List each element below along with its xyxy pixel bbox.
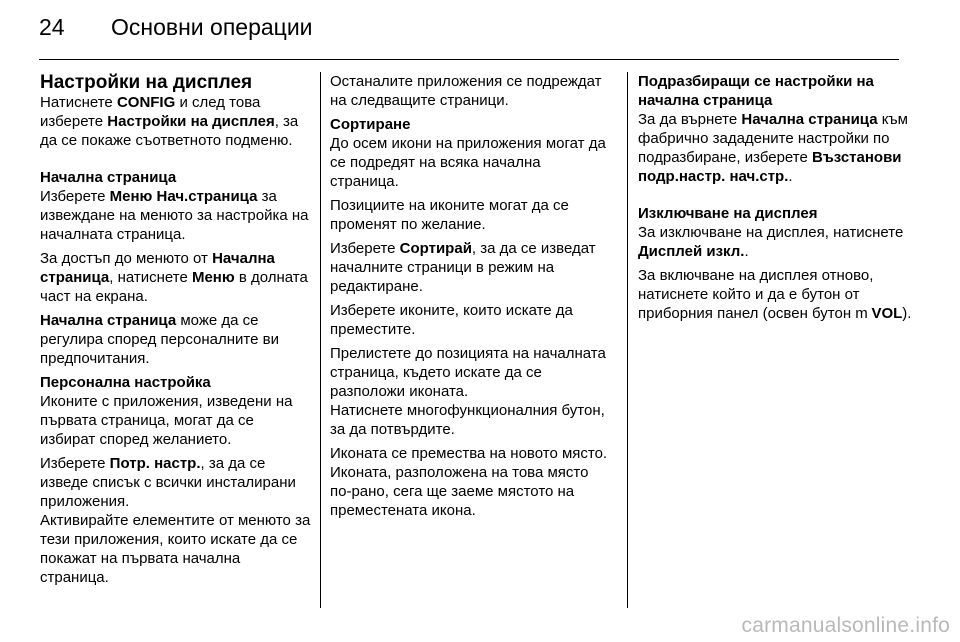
column-1 [40, 72, 312, 592]
subheading: Изключване на дисплея [638, 205, 818, 222]
paragraph: Прелистете до позицията на началната страница, където искате да се разположи иконата. [330, 345, 606, 400]
column-divider-1 [320, 72, 321, 608]
paragraph: Изберете Потр. настр., за да се изведе списък с всички инсталирани приложения. [40, 455, 296, 510]
paragraph: Изберете Сортирай, за да се изведат началните страници в режим на редактиране. [330, 240, 596, 295]
page-title: Основни операции [111, 14, 313, 40]
paragraph: Изберете Меню Нач.страница за извеждане на менюто за настройка на началната страница. [40, 188, 309, 243]
power-vol-icon: m [855, 305, 868, 322]
header-rule [39, 59, 899, 60]
paragraph: За изключване на дисплея, натиснете Дисплей изкл.. [638, 224, 904, 260]
watermark: carmanualsonline.info [741, 614, 950, 637]
paragraph: Активирайте елементите от менюто за тези приложения, които искате да се покажат на първата начална страница. [40, 512, 311, 586]
subheading: Персонална настройка [40, 374, 211, 391]
paragraph: За достъп до менюто от Начална страница, натиснете Меню в долната част на екрана. [40, 250, 308, 305]
paragraph: За включване на дисплея отново, натиснете който и да е бутон от приборния панел (освен бутон m VOL). [638, 267, 912, 322]
paragraph: Начална страница може да се регулира според персоналните ви предпочитания. [40, 312, 279, 367]
paragraph: Останалите приложения се подреждат на следващите страници. [330, 73, 602, 109]
section-heading: Настройки на дисплея [40, 72, 253, 93]
paragraph: Позициите на иконите могат да се променят по желание. [330, 197, 569, 233]
paragraph: Иконата се премества на новото място. Иконата, разположена на това място по-рано, сега ще заеме мястото на преместената икона. [330, 445, 608, 519]
page-number: 24 [39, 14, 65, 40]
subheading: Подразбиращи се настройки на начална страница [638, 73, 874, 109]
paragraph: Натиснете CONFIG и след това изберете Настройки на дисплея, за да се покаже съответното подменю. [40, 94, 299, 149]
subheading: Начална страница [40, 169, 177, 186]
page-header [39, 14, 313, 41]
paragraph: До осем икони на приложения могат да се подредят на всяка начална страница. [330, 135, 606, 190]
paragraph: Натиснете многофункционалния бутон, за да потвърдите. [330, 402, 605, 438]
subheading: Сортиране [330, 116, 411, 133]
column-2 [330, 72, 610, 525]
paragraph: Иконите с приложения, изведени на първата страница, могат да се избират според желанието. [40, 393, 293, 448]
paragraph: Изберете иконите, които искате да преместите. [330, 302, 573, 338]
column-divider-2 [627, 72, 628, 608]
column-3 [638, 72, 913, 328]
paragraph: За да върнете Начална страница към фабрично зададените настройки по подразбиране, изберете Възстанови подр.настр. нач.стр.. [638, 111, 908, 185]
